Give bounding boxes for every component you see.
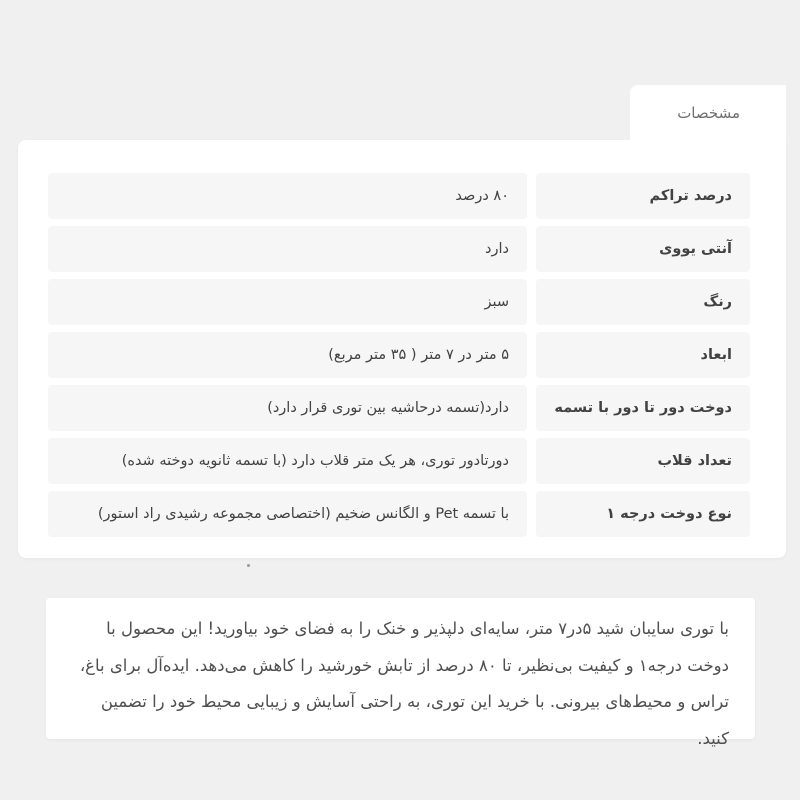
spec-row-stitch-type	[30, 491, 750, 537]
spec-row-edge-stitching	[30, 385, 750, 431]
spec-value: ۵ متر در ۷ متر ( ۳۵ متر مربع)	[48, 332, 527, 378]
spec-value: ۸۰ درصد	[48, 173, 527, 219]
spec-label: نوع دوخت درجه ۱	[536, 491, 750, 537]
spec-value: سبز	[48, 279, 527, 325]
product-description-text: با توری سایبان شید ۵در۷ متر، سایه‌ای دلپذیر و خنک را به فضای خود بیاورید! این محصول با دوخت درجه۱ و کیفیت بی‌نظیر، تا ۸۰ درصد از تابش خورشید را کاهش می‌دهد. ایده‌آل برای باغ، تراس و محیط‌های بیرونی. با خرید این توری، به راحتی آسایش و زیبایی محیط خود را تضمین کنید.	[79, 619, 729, 748]
spec-label: رنگ	[536, 279, 750, 325]
tab-specifications[interactable]	[630, 85, 786, 141]
spec-value: دارد(تسمه درحاشیه بین توری قرار دارد)	[48, 385, 527, 431]
spec-row-dimensions	[30, 332, 750, 378]
spec-row-color	[30, 279, 750, 325]
spec-label: درصد تراکم	[536, 173, 750, 219]
spec-label: تعداد قلاب	[536, 438, 750, 484]
spec-value: دورتادور توری، هر یک متر قلاب دارد (با تسمه ثانویه دوخته شده)	[48, 438, 527, 484]
dot-artifact	[247, 564, 250, 567]
product-description-card	[46, 598, 755, 748]
spec-row-density	[30, 173, 750, 219]
spec-label: دوخت دور تا دور با تسمه	[536, 385, 750, 431]
specifications-card	[18, 140, 786, 558]
spec-row-hook-count	[30, 438, 750, 484]
spec-value: دارد	[48, 226, 527, 272]
spec-label: آنتی یووی	[536, 226, 750, 272]
spec-row-anti-uv	[30, 226, 750, 272]
spec-label: ابعاد	[536, 332, 750, 378]
tab-specifications-label: مشخصات	[677, 104, 740, 122]
spec-value: با تسمه Pet و الگانس ضخیم (اختصاصی مجموعه رشیدی راد استور)	[48, 491, 527, 537]
